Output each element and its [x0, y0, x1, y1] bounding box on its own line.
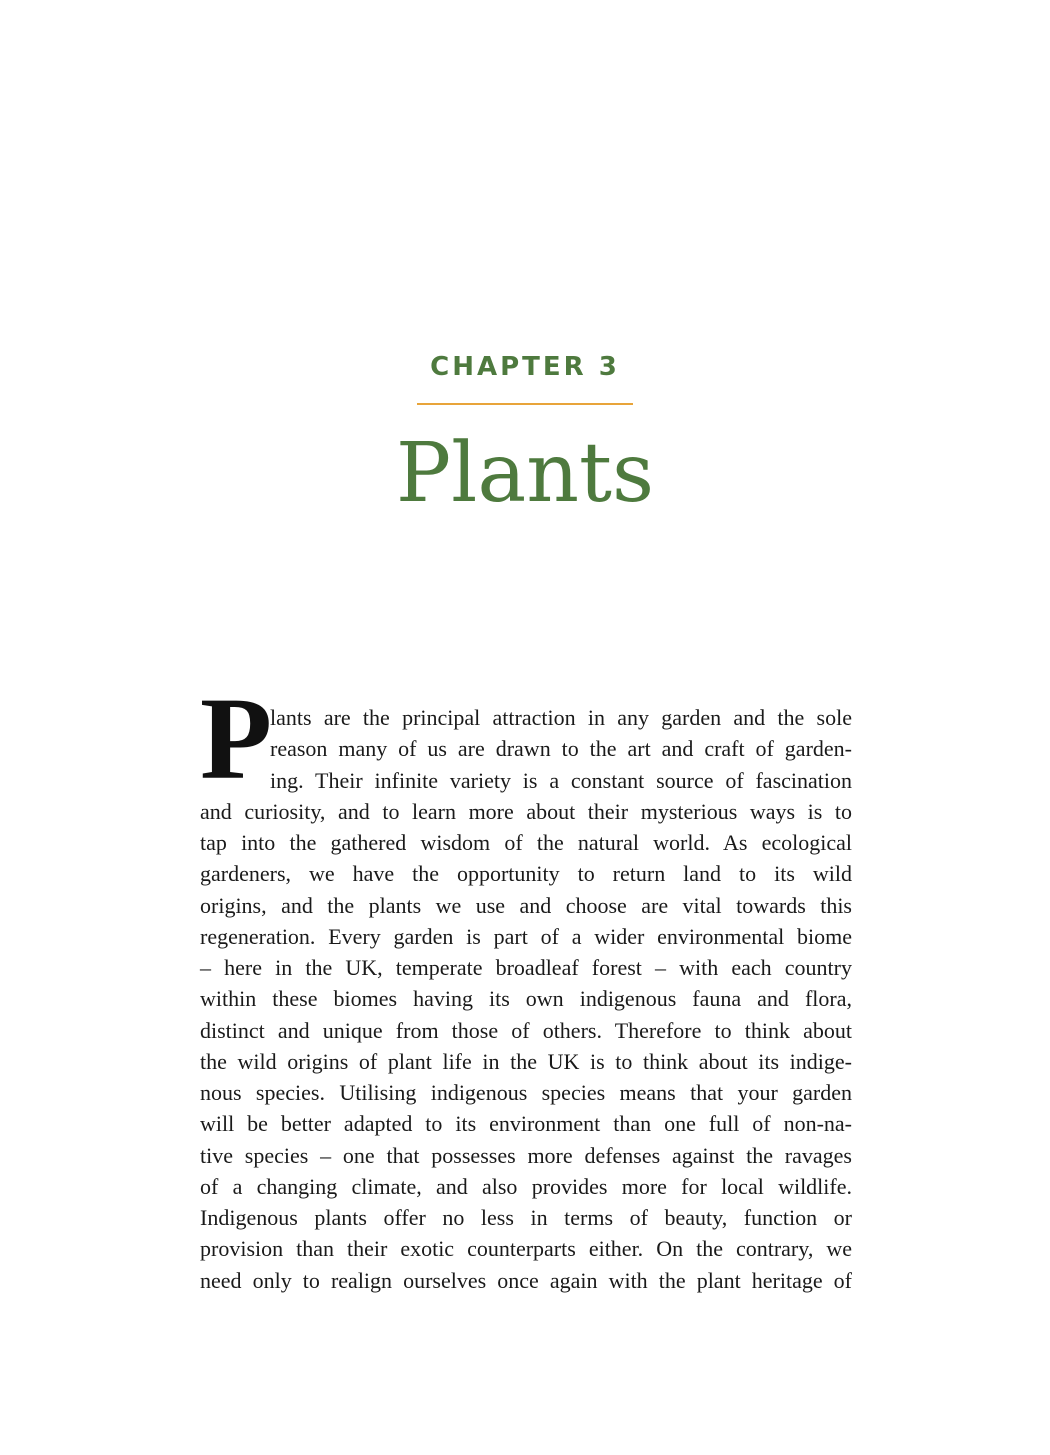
body-line: Indigenous plants offer no less in terms of beauty, function or — [200, 1205, 852, 1230]
drop-cap: P — [200, 673, 273, 804]
body-line: need only to realign ourselves once again with the plant heritage of — [200, 1267, 852, 1293]
body-line: within these biomes having its own indigenous fauna and flora, — [200, 986, 852, 1012]
body-line: the wild origins of plant life in the UK is to think about its indige- — [200, 1048, 852, 1074]
body-line: gardeners, we have the opportunity to return land to its wild — [200, 861, 852, 887]
body-paragraph — [200, 702, 852, 1296]
body-line: – here in the UK, temperate broadleaf forest – with each country — [200, 955, 852, 980]
body-line: tive species – one that possesses more defenses against the ravages — [200, 1142, 852, 1168]
chapter-divider — [417, 403, 633, 405]
body-line: ing. Their infinite variety is a constant source of fascination — [270, 767, 852, 793]
body-line: will be better adapted to its environment than one full of non-na- — [200, 1111, 852, 1137]
body-line: of a changing climate, and also provides more for local wildlife. — [200, 1173, 852, 1199]
body-line: tap into the gathered wisdom of the natural world. As ecological — [200, 830, 852, 855]
body-line: provision than their exotic counterparts either. On the contrary, we — [200, 1236, 852, 1262]
body-line: nous species. Utilising indigenous species means that your garden — [200, 1080, 852, 1105]
body-line: distinct and unique from those of others. Therefore to think about — [200, 1017, 852, 1043]
body-line: and curiosity, and to learn more about their mysterious ways is to — [200, 798, 852, 824]
chapter-title: Plants — [395, 426, 655, 521]
chapter-label: CHAPTER 3 — [430, 352, 620, 382]
body-line: reason many of us are drawn to the art and craft of garden- — [270, 736, 852, 762]
body-line: regeneration. Every garden is part of a wider environmental biome — [200, 923, 852, 949]
body-line: origins, and the plants we use and choose are vital towards this — [200, 892, 852, 918]
body-line: lants are the principal attraction in any garden and the sole — [270, 705, 852, 730]
